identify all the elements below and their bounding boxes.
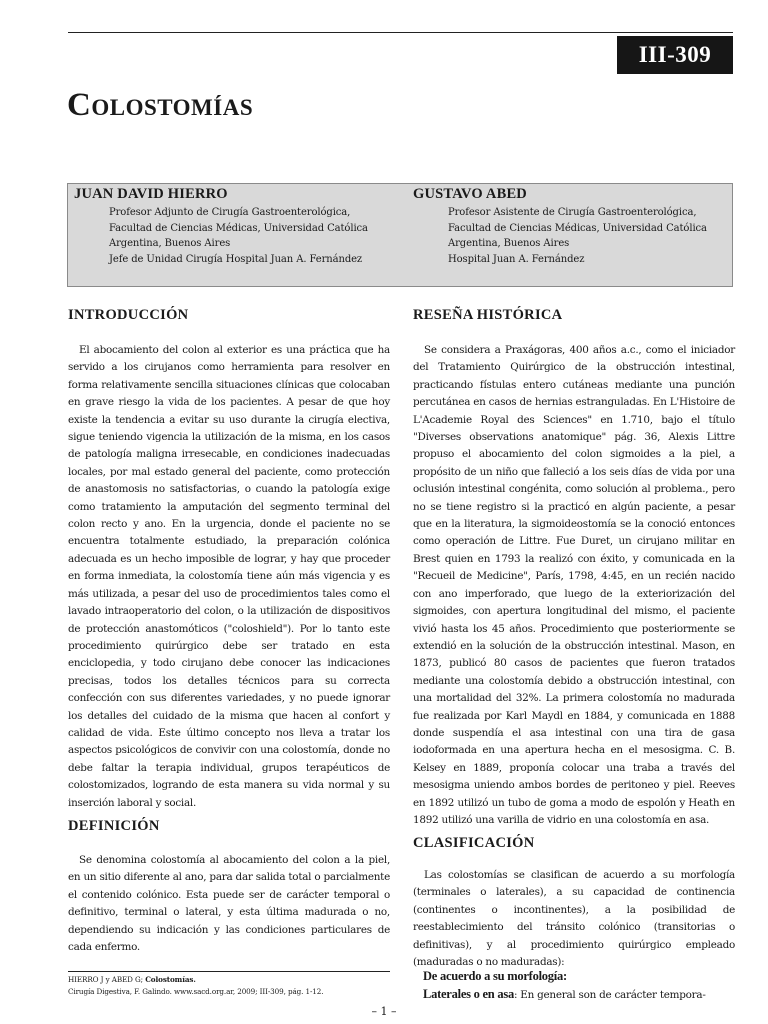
heading-resena-historica: RESEÑA HISTÓRICA: [413, 307, 563, 323]
footnote-source: Cirugía Digestiva, F. Galindo. www.sacd.org.ar, 2009; III-309, pág. 1-12.: [68, 987, 324, 996]
footnote-title: Colostomías.: [145, 975, 196, 984]
author-1: [68, 184, 368, 267]
page-number: – 1 –: [371, 1005, 397, 1018]
clasificacion-item: [423, 986, 706, 1004]
item-text: : En general son de carácter tempora-: [513, 989, 706, 1001]
affiliation-line: Profesor Adjunto de Cirugía Gastroenterológica,: [109, 207, 351, 218]
footnote-rule: [68, 971, 390, 972]
author-1-affiliation: [109, 205, 368, 267]
chapter-code-badge: III-309: [617, 36, 733, 74]
heading-introduccion: INTRODUCCIÓN: [68, 307, 189, 323]
author-2-affiliation: [448, 205, 707, 267]
item-label: Laterales o en asa: [423, 987, 514, 1001]
affiliation-line: Jefe de Unidad Cirugía Hospital Juan A. Fernández: [109, 253, 363, 265]
subheading-label: De acuerdo a su morfología:: [423, 969, 567, 983]
top-rule: [68, 32, 733, 33]
footnote-authors: HIERRO J y ABED G;: [68, 975, 146, 984]
authors-box: [67, 183, 733, 287]
resena-historica-text: Se considera a Praxágoras, 400 años a.c., como el iniciador del Tratamiento Quirúrgico de la obstrucción intestinal, practicando fístulas entero cutáneas mediante una punción percutánea en casos de hernias estranguladas. En L'Histoire de L'Academie Royal des Sciences" en 1.710, bajo el título "Diverses observations anatomique" pág. 36, Alexis Littre propuso el abocamiento del colon sigmoides a la piel, a propósito de un niño que falleció a los seis días de vida por una oclusión intestinal congénita, como solución al problema., pero no se tiene registro si la practicó en algún paciente, a pesar que en la literatura, la sigmoideostomía se la conoció entonces como operación de Littre. Fue Duret, un cirujano militar en Brest quien en 1793 la realizó con éxito, y comunicada en la "Recueil de Medicine", París, 1798, 4:45, en un recién nacido con ano imperforado, que luego de la exteriorización del sigmoides, con apertura longitudinal del mismo, el paciente vivió hasta los 45 años. Procedimiento que posteriormente se extendió en la solución de la obstrucción intestinal. Mason, en 1873, publicó 80 casos de pacientes que fueron tratados mediante una colostomía debido a obstrucción intestinal, con una mortalidad del 32%. La primera colostomía no madurada fue realizada por Karl Maydl en 1884, y comunicada en 1888 donde suspendía el asa intestinal con una tira de gasa iodoformada en una apertura hecha en el mesosigma. C. B. Kelsey en 1889, proponía colocar una traba a través del mesosigma uniendo ambos bordes de peritoneo y piel. Reeves en 1892 utilizó un tubo de goma a modo de espolón y Heath en 1892 utilizó una varilla de vidrio en una colostomía en asa.: [413, 344, 735, 826]
affiliation-line: Profesor Asistente de Cirugía Gastroenterológica,: [448, 207, 697, 218]
page-title: Colostomías: [67, 87, 254, 123]
author-2: [407, 184, 707, 267]
heading-clasificacion: CLASIFICACIÓN: [413, 835, 535, 851]
affiliation-line: Facultad de Ciencias Médicas, Universidad Católica: [109, 222, 368, 234]
heading-definicion: DEFINICIÓN: [68, 818, 160, 834]
footnote-citation: [68, 974, 398, 985]
affiliation-line: Argentina, Buenos Aires: [109, 238, 231, 250]
affiliation-line: Hospital Juan A. Fernández: [448, 253, 585, 265]
affiliation-line: Argentina, Buenos Aires: [448, 238, 570, 250]
introduccion-text: El abocamiento del colon al exterior es una práctica que ha servido a los cirujanos como herramienta para resolver en forma relativamente sencilla situaciones clínicas que colocaban en grave riesgo la vida de los pacientes. A pesar de que hoy existe la tendencia a evitar su uso durante la cirugía electiva, sigue teniendo vigencia la utilización de la misma, en los casos de patología maligna irresecable, en condiciones inadecuadas locales, por mal estado general del paciente, como protección de anastomosis no satisfactorias, o cuando la patología exige como tratamiento la amputación del segmento terminal del colon recto y ano. En la urgencia, donde el paciente no se encuentra totalmente estudiado, la preparación colónica adecuada es un hecho imposible de lograr, y hay que proceder en forma inmediata, la colostomía tiene aún más vigencia y es más utilizada, a pesar del uso de procedimientos tales como el lavado intraoperatorio del colon, o la utilización de dispositivos de protección anastomóticos ("coloshield"). Por lo tanto este procedimiento quirúrgico debe ser tratado en esta enciclopedia, y todo cirujano debe conocer las indicaciones precisas, todos los detalles técnicos para su correcta confección con sus diferentes variedades, y no puede ignorar los detalles del cuidado de la misma que hacen al confort y calidad de vida. Este último concepto nos lleva a tratar los aspectos psicológicos de convivir con una colostomía, donde no debe faltar la terapia individual, grupos terapéuticos de colostomizados, logrando de esta manera su vida normal y su inserción laboral y social.: [68, 344, 390, 809]
definicion-text: Se denomina colostomía al abocamiento del colon a la piel, en un sitio diferente al ano, para dar salida total o parcialmente el contenido colónico. Esta puede ser de carácter temporal o definitivo, terminal o lateral, y esta última madurada o no, dependiendo su indicación y las condiciones particulares de cada enfermo.: [68, 854, 390, 954]
clasificacion-text: Las colostomías se clasifican de acuerdo a su morfología (terminales o laterales), a su capacidad de continencia (continentes o incontinentes), a la posibilidad de reestablecimiento del tránsito colónico (transitorias o definitivas), y al procedimiento quirúrgico empleado (maduradas o no maduradas):: [413, 869, 735, 969]
clasificacion-subheading: [423, 968, 567, 986]
author-2-name: GUSTAVO ABED: [413, 186, 527, 202]
affiliation-line: Facultad de Ciencias Médicas, Universidad Católica: [448, 222, 707, 234]
author-1-name: JUAN DAVID HIERRO: [74, 186, 228, 202]
